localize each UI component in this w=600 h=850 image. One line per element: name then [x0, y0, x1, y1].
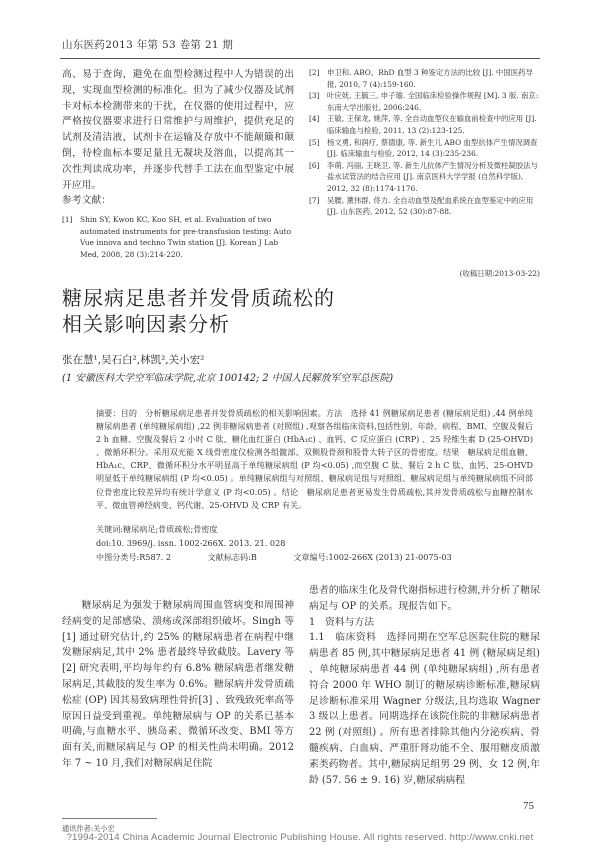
- reference-number: [1]: [62, 215, 73, 224]
- reference-item: [309, 137, 540, 160]
- reference-item: [309, 113, 540, 136]
- reference-text: 叶应妩, 王毓三, 申子瑜. 全国临床检验操作规程 [M]. 3 版. 南京: 东南大学出版社, 2006:246.: [327, 91, 539, 112]
- classification-row: [96, 552, 536, 563]
- corresponding-author-footnote: 通讯作者:关小宏: [62, 824, 115, 833]
- reference-item: [309, 67, 540, 90]
- article-abstract: 摘要：目的 分析糖尿病足患者并发骨质疏松的相关影响因素。方法 选择 41 例糖尿病足患者 (糖尿病足组) ,44 例单纯糖尿病患者 (单纯糖尿病组) ,22 例非糖尿病患者 (对照组) ,观察各组临床资料,包括性别、年龄、病程、BMI、空腹及餐后 2 h 血糖、空腹及餐后 2 小时 C 肽、糖化血红蛋白 (HbA₁c) 、血钙、C 反应蛋白 (CRP) 、25 羟维生素 D (25-OHVD) 、微循环积分。采用双光能 X 线骨密度仪检测各组髋部、双侧股骨颈和股骨大转子区的骨密度。结果 糖尿病足组血糖、HbA₁c、CRP、微循环积分水平明显高于单纯糖尿病组 (P 均<0.05) ,而空腹 C 肽、餐后 2 h C 肽、血钙、25-OHVD 明显低于单纯糖尿病组 (P 均<0.05) 。单纯糖尿病组与对照组、糖尿病足组与对照组、糖尿病足组与单纯糖尿病组不同部位骨密度比较差异均有统计学意义 (P 均<0.05) 。结论 糖尿病足患者更易发生骨质疏松,其并发骨质疏松与血糖控制水平、微血管神经病变、钙代谢、25-OHVD 及 CRP 有关。: [96, 408, 533, 510]
- reference-item: [62, 214, 294, 260]
- copyright-footer: ?1994-2014 China Academic Journal Electronic Publishing House. All rights reserved. http://www.cnki.net: [66, 832, 534, 843]
- article-affiliation: (1 安徽医科大学空军临床学院,北京 100142; 2 中国人民解放军空军总医院): [62, 373, 394, 384]
- reference-number: [2]: [309, 68, 320, 77]
- keywords: 关键词:糖尿病足;骨质疏松;骨密度: [96, 524, 218, 534]
- footnote-rule: [62, 818, 157, 819]
- received-date: (收稿日期:2013-03-22): [459, 269, 540, 278]
- article-title-line1: 糖尿病足患者并发骨质疏松的: [62, 286, 335, 310]
- reference-text: 申卫和. ABO、RhD 血型 3 种鉴定方法的比较 [J]. 中国医药导报, 2010, 7 (4):159-160.: [327, 68, 533, 89]
- header-rule: [60, 58, 540, 59]
- section-heading: 1 资料与方法: [309, 616, 375, 628]
- reference-text: 杨文勇, 和润疗, 蔡德康, 等. 新生儿 ABO 血型抗体产生情况调查 [J]. 临床输血与检验, 2012, 14 (3):235-236.: [327, 137, 538, 159]
- reference-list-left: [62, 214, 294, 260]
- reference-number: [5]: [309, 137, 320, 147]
- reference-item: [309, 195, 540, 218]
- reference-item: [309, 90, 540, 113]
- reference-number: [3]: [309, 91, 320, 101]
- reference-text: 李萌, 冯丽, 王晓卫, 等. 新生儿抗体产生情况分析及微柱凝胶法与盐水试管法的结合应用 [J]. 南京医科大学学报 (自然科学版), 2012, 32 (8):1174-1176.: [327, 160, 538, 193]
- introduction-paragraph: 糖尿病足为强发于糖尿病周围血管病变和周围神经病变的足部感染、溃疡或深部组织破坏。Singh 等[1] 通过研究估计,约 25% 的糖尿病患者在病程中继发糖尿病足,其中 2% 患者最终导致截肢。Lavery 等[2] 研究表明,平均每年约有 6.8% 糖尿病患者继发糖尿病足,其截肢的发生率为 0.6%。糖尿病并发骨质疏松症 (OP) 因其易致病理性骨折[3] 、致残致死率高等原因日益受到重视。单纯糖尿病与 OP 的关系已基本明确,与血糖水平、胰岛素、微循环改变、BMI 等方面有关,而糖尿病足与 OP 的相关性尚未明确。2012 年 7 ~ 10 月,我们对糖尿病足住院: [62, 600, 294, 769]
- references-heading: 参考文献：: [62, 195, 111, 207]
- article-title: [62, 285, 335, 337]
- introduction-continuation: 患者的临床生化及骨代谢指标进行检测,并分析了糖尿病足与 OP 的关系。现报告如下。: [309, 585, 540, 612]
- previous-article-text: 高、易于查询，避免在血型检测过程中人为错误的出现，实现血型检测的标准化。但为了减少仪器及试剂卡对标本检测带来的干扰，在仪器的使用过程中，应严格按仪器要求进行日常维护与周维护，提供充足的试剂及清洁液，试剂卡在运输及存放中不能颠簸和颠倒，待检血标本要足量且无凝块及溶血，以提高其一次性判读成功率，并逐步代替手工法在血型鉴定中展开应用。: [62, 69, 294, 191]
- page-number: 75: [523, 800, 534, 812]
- reference-number: [4]: [309, 114, 320, 124]
- classification-number: 中图分类号:R587. 2: [96, 552, 172, 562]
- journal-header: 山东医药2013 年第 53 卷第 21 期: [62, 39, 234, 51]
- document-code: 文献标志码:B: [207, 552, 257, 562]
- body-right-column: [309, 583, 540, 788]
- reference-list-right: [309, 67, 540, 218]
- article-authors: 张在慧¹,吴石白²,林凯²,关小宏²: [62, 354, 205, 366]
- article-title-line2: 相关影响因素分析: [62, 312, 230, 336]
- doi: doi:10. 3969/j. issn. 1002-266X. 2013. 21. 028: [96, 538, 286, 548]
- clinical-data-paragraph: 1.1 临床资料 选择同期在空军总医院住院的糖尿病患者 85 例,其中糖尿病足患者 41 例 (糖尿病足组) 、单纯糖尿病患者 44 例 (单纯糖尿病组) ,所有患者符合 2000 年 WHO 制订的糖尿病诊断标准,糖尿病足诊断标准采用 Wagner 分级法,且均选取 Wagner 3 级以上患者。同期选择在该院住院的非糖尿病患者 22 例 (对照组) 。所有患者排除其他内分泌疾病、骨髓疾病、白血病、严重肝肾功能不全、服用糖皮质激素类药物者。其中,糖尿病足组男 29 例、女 12 例,年龄 (57. 56 ± 9. 16) 岁,糖尿病病程: [309, 632, 540, 786]
- reference-number: [7]: [309, 195, 320, 205]
- reference-item: [309, 160, 540, 195]
- reference-text: Shin SY, Kwon KC, Koo SH, et al. Evaluation of two automated instruments for pre-transfusion testing: Auto Vue innova and techno Twin station [J]. Korean J Lab Med, 2008, 28 (3):214-220.: [80, 215, 292, 259]
- previous-article-conclusion: [62, 67, 294, 208]
- article-id: 文章编号:1002-266X (2013) 21-0075-03: [293, 552, 452, 562]
- reference-text: 王敏, 王保龙, 姚萍, 等. 全自动血型仪在输血前检查中的应用 [J]. 临床输血与检验, 2011, 13 (2):123-125.: [327, 114, 537, 135]
- reference-text: 吴腰, 薰伟群, 佟力. 全自动血型及配血系统在血型鉴定中的应用 [J]. 山东医药, 2012, 52 (30):87-88.: [327, 195, 534, 217]
- body-left-column: [62, 598, 294, 772]
- reference-number: [6]: [309, 160, 320, 170]
